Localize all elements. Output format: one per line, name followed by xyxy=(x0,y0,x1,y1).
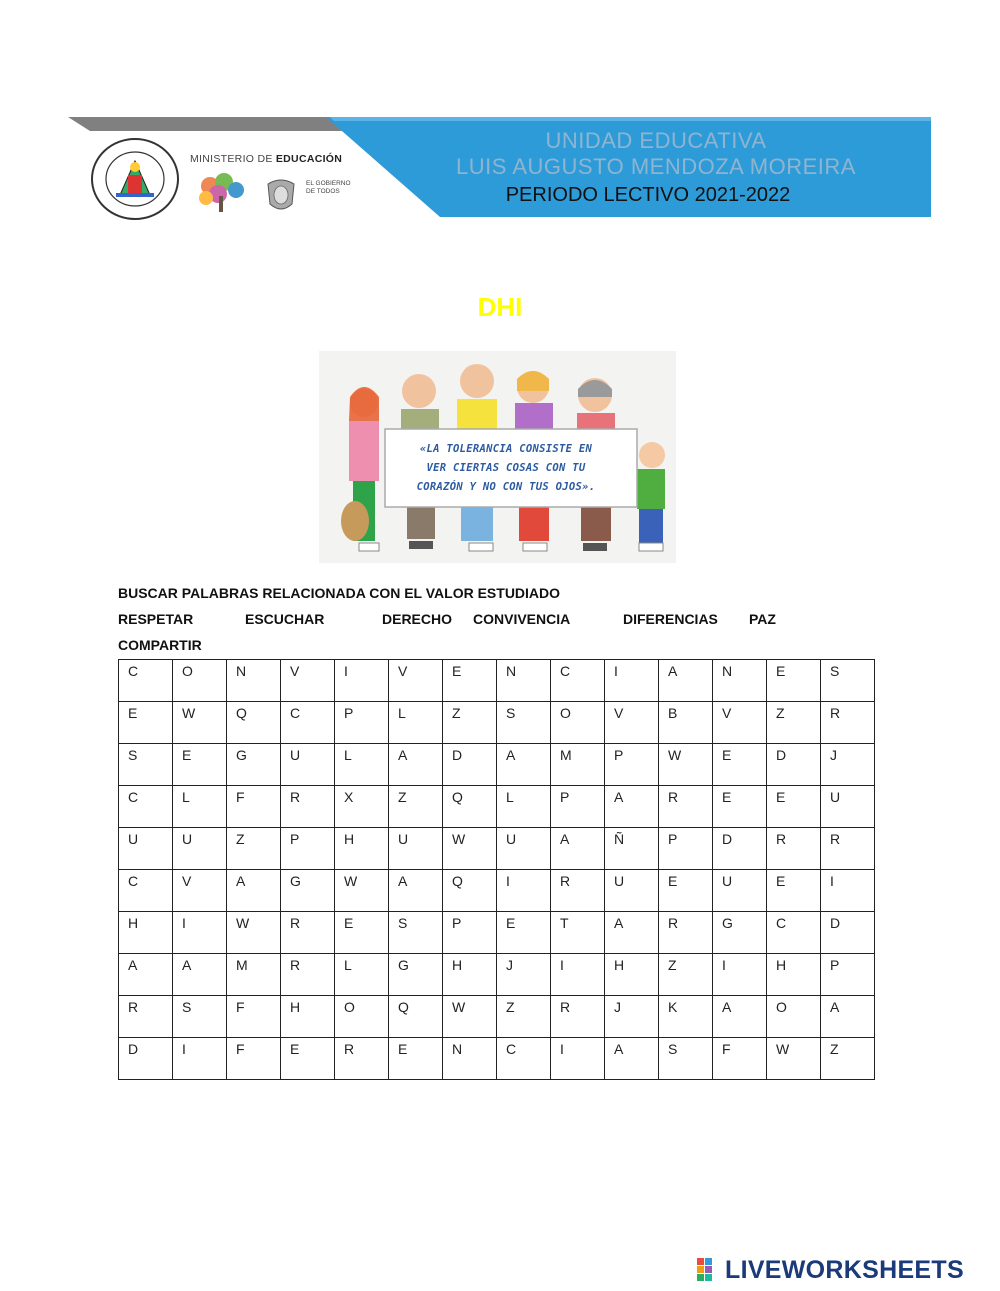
grid-cell[interactable]: I xyxy=(713,954,767,996)
grid-cell[interactable]: U xyxy=(173,828,227,870)
grid-cell[interactable]: H xyxy=(281,996,335,1038)
grid-cell[interactable]: G xyxy=(713,912,767,954)
grid-cell[interactable]: N xyxy=(227,660,281,702)
grid-cell[interactable]: V xyxy=(605,702,659,744)
grid-cell[interactable]: L xyxy=(389,702,443,744)
grid-cell[interactable]: Z xyxy=(389,786,443,828)
grid-cell[interactable]: R xyxy=(281,954,335,996)
grid-cell[interactable]: H xyxy=(605,954,659,996)
grid-row xyxy=(119,996,875,1038)
grid-cell[interactable]: X xyxy=(335,786,389,828)
grid-cell[interactable]: A xyxy=(551,828,605,870)
grid-cell[interactable]: L xyxy=(497,786,551,828)
government-label: EL GOBIERNO DE TODOS xyxy=(306,180,351,195)
grid-cell[interactable]: R xyxy=(335,1038,389,1080)
grid-cell[interactable]: R xyxy=(119,996,173,1038)
brand-text: LIVEWORKSHEETS xyxy=(725,1255,964,1284)
word-item: PAZ xyxy=(749,611,776,627)
grid-row xyxy=(119,702,875,744)
grid-cell[interactable]: I xyxy=(551,954,605,996)
instruction-text: BUSCAR PALABRAS RELACIONADA CON EL VALOR ESTUDIADO xyxy=(118,585,561,601)
grid-cell[interactable]: G xyxy=(227,744,281,786)
grid-cell[interactable]: T xyxy=(551,912,605,954)
grid-cell[interactable]: Z xyxy=(227,828,281,870)
grid-cell[interactable]: I xyxy=(551,1038,605,1080)
grid-cell[interactable]: R xyxy=(659,786,713,828)
grid-cell[interactable]: A xyxy=(227,870,281,912)
grid-cell[interactable]: D xyxy=(443,744,497,786)
grid-cell[interactable]: G xyxy=(389,954,443,996)
liveworksheets-brand[interactable] xyxy=(697,1255,964,1285)
subject-title: DHI xyxy=(477,292,523,322)
grid-cell[interactable]: A xyxy=(605,1038,659,1080)
grid-cell[interactable]: E xyxy=(767,786,821,828)
grid-cell[interactable]: U xyxy=(605,870,659,912)
grid-cell[interactable]: J xyxy=(605,996,659,1038)
grid-cell[interactable]: J xyxy=(821,744,875,786)
grid-row xyxy=(119,1038,875,1080)
grid-cell[interactable]: C xyxy=(119,786,173,828)
grid-cell[interactable]: U xyxy=(281,744,335,786)
grid-cell[interactable]: Z xyxy=(497,996,551,1038)
word-item: DERECHO xyxy=(382,611,453,627)
grid-cell[interactable]: L xyxy=(335,954,389,996)
grid-cell[interactable]: A xyxy=(821,996,875,1038)
grid-cell[interactable]: A xyxy=(173,954,227,996)
grid-cell[interactable]: W xyxy=(443,996,497,1038)
liveworksheets-logo-icon xyxy=(697,1257,721,1283)
grid-cell[interactable]: N xyxy=(497,660,551,702)
grid-cell[interactable]: S xyxy=(659,1038,713,1080)
grid-cell[interactable]: Z xyxy=(443,702,497,744)
grid-cell[interactable]: A xyxy=(497,744,551,786)
grid-row xyxy=(119,786,875,828)
grid-cell[interactable]: E xyxy=(713,786,767,828)
grid-cell[interactable]: S xyxy=(389,912,443,954)
school-name: UNIDAD EDUCATIVA LUIS AUGUSTO MENDOZA MOREIRA xyxy=(456,128,856,179)
grid-cell[interactable]: P xyxy=(281,828,335,870)
grid-cell[interactable]: A xyxy=(119,954,173,996)
grid-cell[interactable]: C xyxy=(551,660,605,702)
grid-cell[interactable]: Q xyxy=(227,702,281,744)
grid-cell[interactable]: E xyxy=(497,912,551,954)
grid-cell[interactable]: C xyxy=(497,1038,551,1080)
grid-cell[interactable]: E xyxy=(281,1038,335,1080)
grid-cell[interactable]: U xyxy=(497,828,551,870)
grid-cell[interactable]: H xyxy=(119,912,173,954)
grid-cell[interactable]: P xyxy=(659,828,713,870)
grid-cell[interactable]: W xyxy=(173,702,227,744)
grid-cell[interactable]: R xyxy=(551,870,605,912)
grid-cell[interactable]: A xyxy=(659,660,713,702)
word-item: COMPARTIR xyxy=(118,637,202,653)
grid-cell[interactable]: E xyxy=(119,702,173,744)
grid-cell[interactable]: F xyxy=(227,996,281,1038)
word-search-grid xyxy=(118,659,875,1080)
grid-cell[interactable]: I xyxy=(497,870,551,912)
grid-cell[interactable]: W xyxy=(335,870,389,912)
grid-cell[interactable]: F xyxy=(227,786,281,828)
grid-cell[interactable]: Z xyxy=(659,954,713,996)
grid-cell[interactable]: R xyxy=(821,702,875,744)
grid-cell[interactable]: P xyxy=(443,912,497,954)
grid-cell[interactable]: D xyxy=(713,828,767,870)
grid-cell[interactable]: N xyxy=(713,660,767,702)
grid-cell[interactable]: B xyxy=(659,702,713,744)
grid-cell[interactable]: W xyxy=(227,912,281,954)
grid-cell[interactable]: R xyxy=(767,828,821,870)
grid-cell[interactable]: V xyxy=(389,660,443,702)
grid-cell[interactable]: P xyxy=(551,786,605,828)
grid-cell[interactable]: P xyxy=(605,744,659,786)
grid-cell[interactable]: A xyxy=(713,996,767,1038)
grid-cell[interactable]: P xyxy=(335,702,389,744)
grid-cell[interactable]: R xyxy=(659,912,713,954)
grid-cell[interactable]: P xyxy=(821,954,875,996)
tolerance-quote: «LA TOLERANCIA CONSISTE EN VER CIERTAS COSAS CON TU CORAZÓN Y NO CON TUS OJOS». xyxy=(416,443,596,493)
school-period: PERIODO LECTIVO 2021-2022 xyxy=(505,184,791,206)
grid-cell[interactable]: S xyxy=(119,744,173,786)
grid-cell[interactable]: U xyxy=(389,828,443,870)
ecuador-coat-of-arms-icon xyxy=(262,178,300,214)
grid-cell[interactable]: L xyxy=(335,744,389,786)
grid-row xyxy=(119,954,875,996)
grid-cell[interactable]: U xyxy=(713,870,767,912)
toda-una-vida-logo xyxy=(192,172,250,216)
grid-cell[interactable]: E xyxy=(713,744,767,786)
grid-cell[interactable]: A xyxy=(605,786,659,828)
word-item: CONVIVENCIA xyxy=(473,611,571,627)
grid-cell[interactable]: Z xyxy=(821,1038,875,1080)
grid-cell[interactable]: O xyxy=(173,660,227,702)
grid-cell[interactable]: W xyxy=(767,1038,821,1080)
grid-cell[interactable]: I xyxy=(821,870,875,912)
grid-cell[interactable]: E xyxy=(767,870,821,912)
grid-cell[interactable]: M xyxy=(551,744,605,786)
grid-cell[interactable]: Q xyxy=(443,786,497,828)
grid-cell[interactable]: F xyxy=(713,1038,767,1080)
grid-cell[interactable]: S xyxy=(173,996,227,1038)
grid-cell[interactable]: O xyxy=(767,996,821,1038)
grid-cell[interactable]: V xyxy=(173,870,227,912)
word-item: DIFERENCIAS xyxy=(623,611,718,627)
grid-cell[interactable]: H xyxy=(767,954,821,996)
grid-cell[interactable]: D xyxy=(767,744,821,786)
grid-cell[interactable]: E xyxy=(767,660,821,702)
grid-cell[interactable]: H xyxy=(335,828,389,870)
grid-cell[interactable]: O xyxy=(551,702,605,744)
grid-cell[interactable]: C xyxy=(767,912,821,954)
grid-cell[interactable]: K xyxy=(659,996,713,1038)
grid-cell[interactable]: I xyxy=(173,912,227,954)
grid-cell[interactable]: E xyxy=(173,744,227,786)
grid-cell[interactable]: V xyxy=(713,702,767,744)
grid-cell[interactable]: S xyxy=(821,660,875,702)
ministry-label: MINISTERIO DE EDUCACIÓN xyxy=(190,153,343,165)
grid-cell[interactable]: C xyxy=(119,870,173,912)
grid-cell[interactable]: L xyxy=(173,786,227,828)
grid-cell[interactable]: D xyxy=(119,1038,173,1080)
grid-cell[interactable]: Ñ xyxy=(605,828,659,870)
school-seal-logo xyxy=(90,137,180,221)
grid-cell[interactable]: O xyxy=(335,996,389,1038)
grid-cell[interactable]: U xyxy=(119,828,173,870)
grid-cell[interactable]: E xyxy=(335,912,389,954)
grid-cell[interactable]: E xyxy=(389,1038,443,1080)
grid-cell[interactable]: R xyxy=(551,996,605,1038)
grid-cell[interactable]: J xyxy=(497,954,551,996)
grid-cell[interactable]: S xyxy=(497,702,551,744)
grid-row xyxy=(119,870,875,912)
grid-cell[interactable]: A xyxy=(389,870,443,912)
grid-cell[interactable]: D xyxy=(821,912,875,954)
grid-cell[interactable]: I xyxy=(605,660,659,702)
grid-row xyxy=(119,744,875,786)
grid-cell[interactable]: R xyxy=(281,786,335,828)
grid-cell[interactable]: H xyxy=(443,954,497,996)
grid-cell[interactable]: W xyxy=(443,828,497,870)
grid-cell[interactable]: I xyxy=(335,660,389,702)
grid-row xyxy=(119,660,875,702)
grid-cell[interactable]: Q xyxy=(443,870,497,912)
grid-cell[interactable]: A xyxy=(389,744,443,786)
grid-cell[interactable]: Z xyxy=(767,702,821,744)
grid-cell[interactable]: Q xyxy=(389,996,443,1038)
grid-row xyxy=(119,828,875,870)
word-item: RESPETAR xyxy=(118,611,194,627)
grid-cell[interactable]: M xyxy=(227,954,281,996)
grid-cell[interactable]: R xyxy=(821,828,875,870)
grid-cell[interactable]: C xyxy=(119,660,173,702)
grid-cell[interactable]: F xyxy=(227,1038,281,1080)
grid-cell[interactable]: I xyxy=(173,1038,227,1080)
grid-cell[interactable]: A xyxy=(605,912,659,954)
word-item: ESCUCHAR xyxy=(245,611,325,627)
grid-cell[interactable]: C xyxy=(281,702,335,744)
grid-row xyxy=(119,912,875,954)
grid-cell[interactable]: R xyxy=(281,912,335,954)
grid-cell[interactable]: E xyxy=(443,660,497,702)
grid-cell[interactable]: G xyxy=(281,870,335,912)
grid-cell[interactable]: N xyxy=(443,1038,497,1080)
grid-cell[interactable]: U xyxy=(821,786,875,828)
grid-cell[interactable]: V xyxy=(281,660,335,702)
grid-cell[interactable]: W xyxy=(659,744,713,786)
grid-cell[interactable]: E xyxy=(659,870,713,912)
